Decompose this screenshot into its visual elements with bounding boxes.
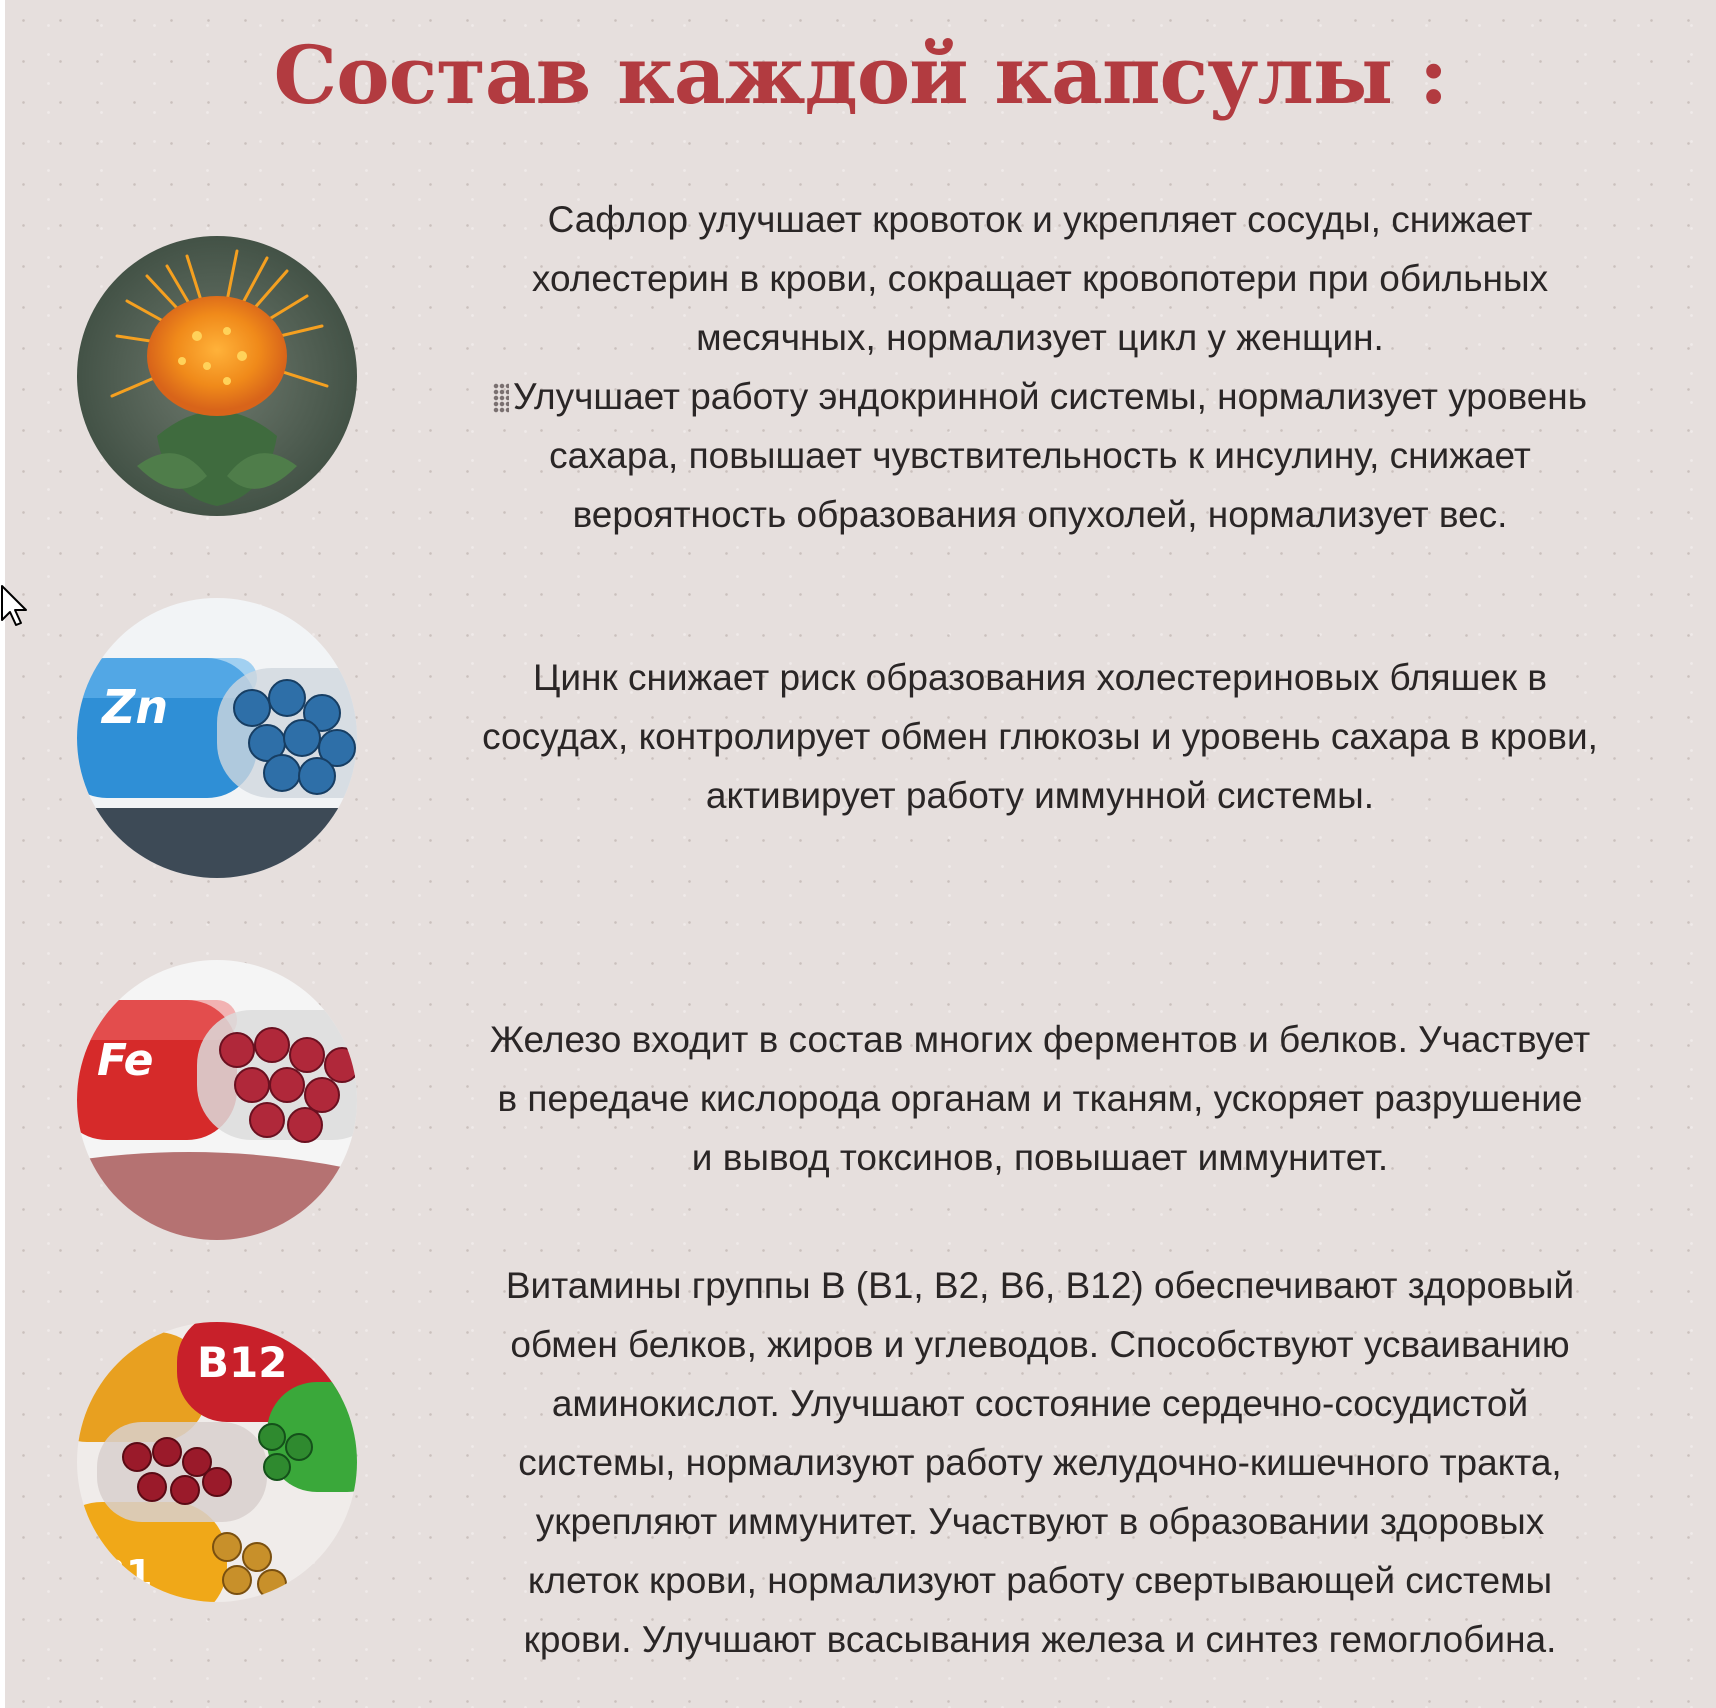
capsule-label-b1: B1 (97, 1552, 153, 1596)
text-line: вероятность образования опухолей, нормализует вес. (572, 494, 1508, 535)
text-line: сосудах, контролирует обмен глюкозы и уровень сахара в крови, (482, 716, 1598, 757)
text-line: Улучшает работу эндокринной системы, нормализует уровень (380, 367, 1700, 426)
text-line: крови. Улучшают всасывания железа и синтез гемоглобина. (523, 1619, 1557, 1660)
text-line: Сафлор улучшает кровоток и укрепляет сосуды, снижает (547, 199, 1533, 240)
capsule-label-fe: Fe (97, 1035, 154, 1086)
vitamin-b-description (380, 1256, 1700, 1669)
safflower-description (380, 190, 1700, 544)
zinc-capsule-image (77, 598, 357, 878)
bullet-icon (493, 383, 509, 413)
text-line: Витамины группы В (В1, В2, В6, В12) обеспечивают здоровый (505, 1265, 1575, 1306)
text-line: активирует работу иммунной системы. (705, 775, 1375, 816)
iron-capsule-image (77, 960, 357, 1240)
capsule-label-b12: B12 (197, 1338, 288, 1387)
text-line: сахара, повышает чувствительность к инсулину, снижает (549, 435, 1531, 476)
iron-description (380, 1010, 1700, 1187)
safflower-flower-image (77, 236, 357, 516)
text-line: месячных, нормализует цикл у женщин. (696, 317, 1384, 358)
page-title: Состав каждой капсулы : (273, 28, 1448, 122)
text-line: обмен белков, жиров и углеводов. Способствуют усваиванию (510, 1324, 1570, 1365)
text-line: Цинк снижает риск образования холестериновых бляшек в (533, 657, 1547, 698)
text-line: в передаче кислорода органам и тканям, ускоряет разрушение (497, 1078, 1583, 1119)
text-line: и вывод токсинов, повышает иммунитет. (691, 1137, 1389, 1178)
text-line: укрепляют иммунитет. Участвуют в образовании здоровых (535, 1501, 1545, 1542)
text-line: системы, нормализуют работу желудочно-кишечного тракта, (518, 1442, 1562, 1483)
text-line: клеток крови, нормализуют работу свертывающей системы (527, 1560, 1553, 1601)
text-line: Железо входит в состав многих ферментов и белков. Участвует (489, 1019, 1591, 1060)
text-line: аминокислот. Улучшают состояние сердечно-сосудистой (551, 1383, 1529, 1424)
mouse-pointer-icon (0, 584, 28, 628)
text-line: холестерин в крови, сокращает кровопотери при обильных (531, 258, 1549, 299)
vitamin-b-capsules-image (77, 1322, 357, 1602)
infographic-page (5, 0, 1716, 1708)
zinc-description (380, 648, 1700, 825)
capsule-label-zn: Zn (102, 680, 169, 734)
